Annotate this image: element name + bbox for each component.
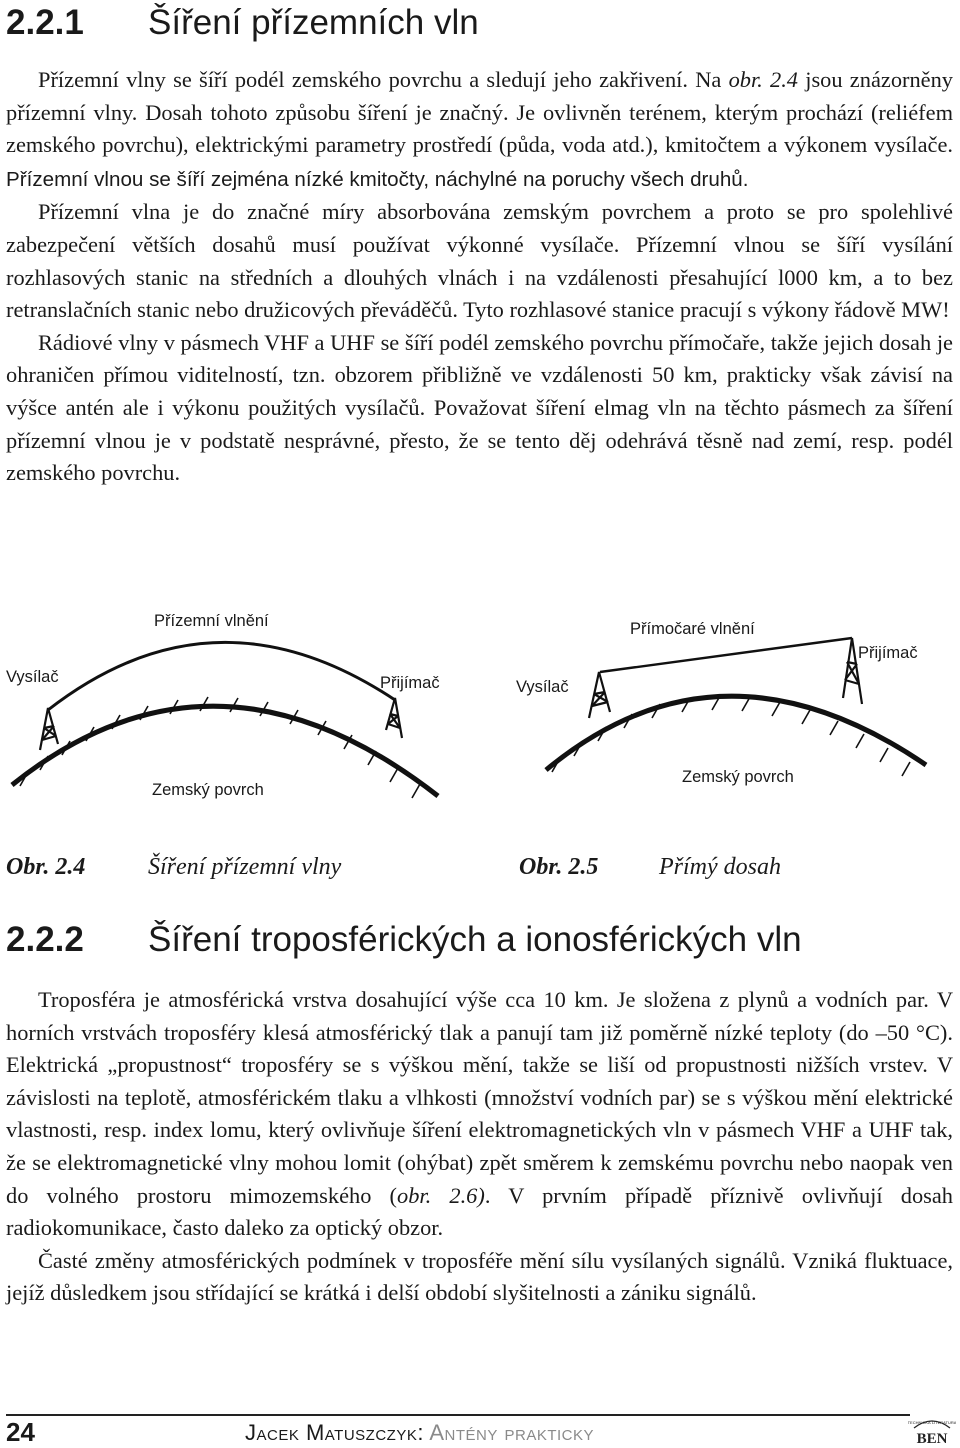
figure-direct-range <box>496 600 960 840</box>
body-text-block-1 <box>6 64 953 490</box>
text-run-sans: Přízemní vlnou se šíří zejména nízké kmitočty, náchylné na poruchy všech druhů. <box>6 167 749 191</box>
transmitter-label: Vysílač <box>516 678 569 696</box>
book-title: Antény prakticky <box>429 1420 595 1445</box>
paragraph-vhf-uhf: Rádiové vlny v pásmech VHF a UHF se šíří podél zemského povrchu přímočaře, takže jejich dosah je ohraničen přímou viditelností, tzn. obzorem přibližně ve vzdálenosti 50 km, prakticky však závisí na výšce antén ale i výkonu použitých vysílačů. Považovat šíření elmag vln na těchto pásmech za šíření přízemní vlnou je v podstatě nesprávné, přesto, že se tento děj odehrává těsně nad zemí, resp. podél zemského povrchu. <box>6 329 953 486</box>
paragraph-absorption: Přízemní vlna je do značné míry absorbována zemským povrchem a proto se pro spolehlivé zabezpečení větších dosahů musí používat výkonné vysílače. Přízemní vlnou se šíří vysílání rozhlasových stanic na středních a dlouhých vlnách i na vzdálenosti přesahující l000 km, a to bez retranslačních stanic nebo družicových převáděčů. Tyto rozhlasové stanice pracují s výkony řádově MW! <box>6 199 953 323</box>
surface-label: Zemský povrch <box>152 781 264 799</box>
section-number: 2.2.1 <box>6 3 84 42</box>
caption-label: Obr. 2.4 <box>6 854 86 880</box>
receiver-label: Přijímač <box>380 674 440 692</box>
figure-caption-2-5 <box>519 852 781 882</box>
text-run: Přízemní vlny se šíří podél zemského povrchu a sledují jeho zakřivení. Na <box>38 67 729 92</box>
wave-label: Přízemní vlnění <box>154 612 269 630</box>
figure-ground-wave <box>0 600 480 840</box>
caption-text: Přímý dosah <box>659 854 781 880</box>
ground-wave-diagram <box>0 600 480 840</box>
text-run: Troposféra je atmosférická vrstva dosahující výše cca 10 km. Je složena z plynů a vodních par. V horních vrstvách troposféry klesá atmosférický tlak a panují tam již poměrně nízké teploty (do –50 °C). Elektrická „propustnost“ troposféry se s výškou mění, takže se liší od propustnosti nižších vrstev. V závislosti na teplotě, atmosférickém tlaku a vlhkosti (množství vodních par) se s výškou mění elektrické vlastnosti, resp. index lomu, který ovlivňuje šíření elektromagnetických vln v pásmech VHF a UHF tak, že se elektromagnetické vlny mohou lomit (ohýbat) zpět směrem k zemskému povrchu nebo naopak ven do volného prostoru mimozemského ( <box>6 987 953 1208</box>
line-of-sight-path <box>600 638 852 672</box>
surface-hatching <box>552 696 910 776</box>
author-name: Jacek Matuszczyk: <box>245 1420 430 1445</box>
section-number: 2.2.2 <box>6 920 84 959</box>
section-heading-2-2-2 <box>6 920 802 960</box>
receiver-label: Přijímač <box>858 644 918 662</box>
figure-reference: obr. 2.4 <box>728 67 799 92</box>
section-heading-2-2-1 <box>6 3 479 43</box>
paragraph-fluctuation: Časté změny atmosférických podmínek v troposféře mění sílu vysílaných signálů. Vzniká fluktuace, jejíž důsledkem jsou střídající se krátká i delší období slyšitelnosti a zániku signálů. <box>6 1247 953 1306</box>
figure-reference: obr. 2.6) <box>397 1182 485 1208</box>
paragraph-ground-waves <box>6 64 953 196</box>
figure-caption-2-4 <box>6 852 341 882</box>
section-title: Šíření troposférických a ionosférických vln <box>148 920 802 959</box>
svg-text:TECHNICKÁ LITERATURA: TECHNICKÁ LITERATURA <box>908 1420 956 1425</box>
page-number: 24 <box>6 1417 35 1447</box>
caption-label: Obr. 2.5 <box>519 854 599 880</box>
body-text-block-2 <box>6 984 953 1310</box>
paragraph-troposphere <box>6 984 953 1245</box>
ground-wave-arc <box>48 642 395 710</box>
text-run: jsou znázorněny přízemní vlny. Dosah tohoto způsobu šíření je značný. Je ovlivněn terénem, kterým prochází (reliéfem zemského povrchu), elektrickými parametry prostředí (půda, voda atd.), kmitočtem a výkonem vysílače. <box>6 67 953 158</box>
surface-label: Zemský povrch <box>682 768 794 786</box>
footer-rule <box>6 1414 910 1416</box>
running-footer <box>245 1420 594 1446</box>
text-run: . V prvním případě příznivě ovlivňují dosah radiokomunikace, často daleko za optický obzor. <box>6 1182 954 1241</box>
transmitter-label: Vysílač <box>6 668 59 686</box>
svg-text:BEN: BEN <box>916 1431 948 1446</box>
publisher-logo-icon <box>908 1414 956 1446</box>
wave-label: Přímočaré vlnění <box>630 620 755 638</box>
section-title: Šíření přízemních vln <box>148 3 479 42</box>
transmitter-mast <box>40 708 58 750</box>
caption-text: Šíření přízemní vlny <box>148 854 342 880</box>
receiver-mast <box>386 698 402 738</box>
transmitter-mast <box>589 672 610 718</box>
